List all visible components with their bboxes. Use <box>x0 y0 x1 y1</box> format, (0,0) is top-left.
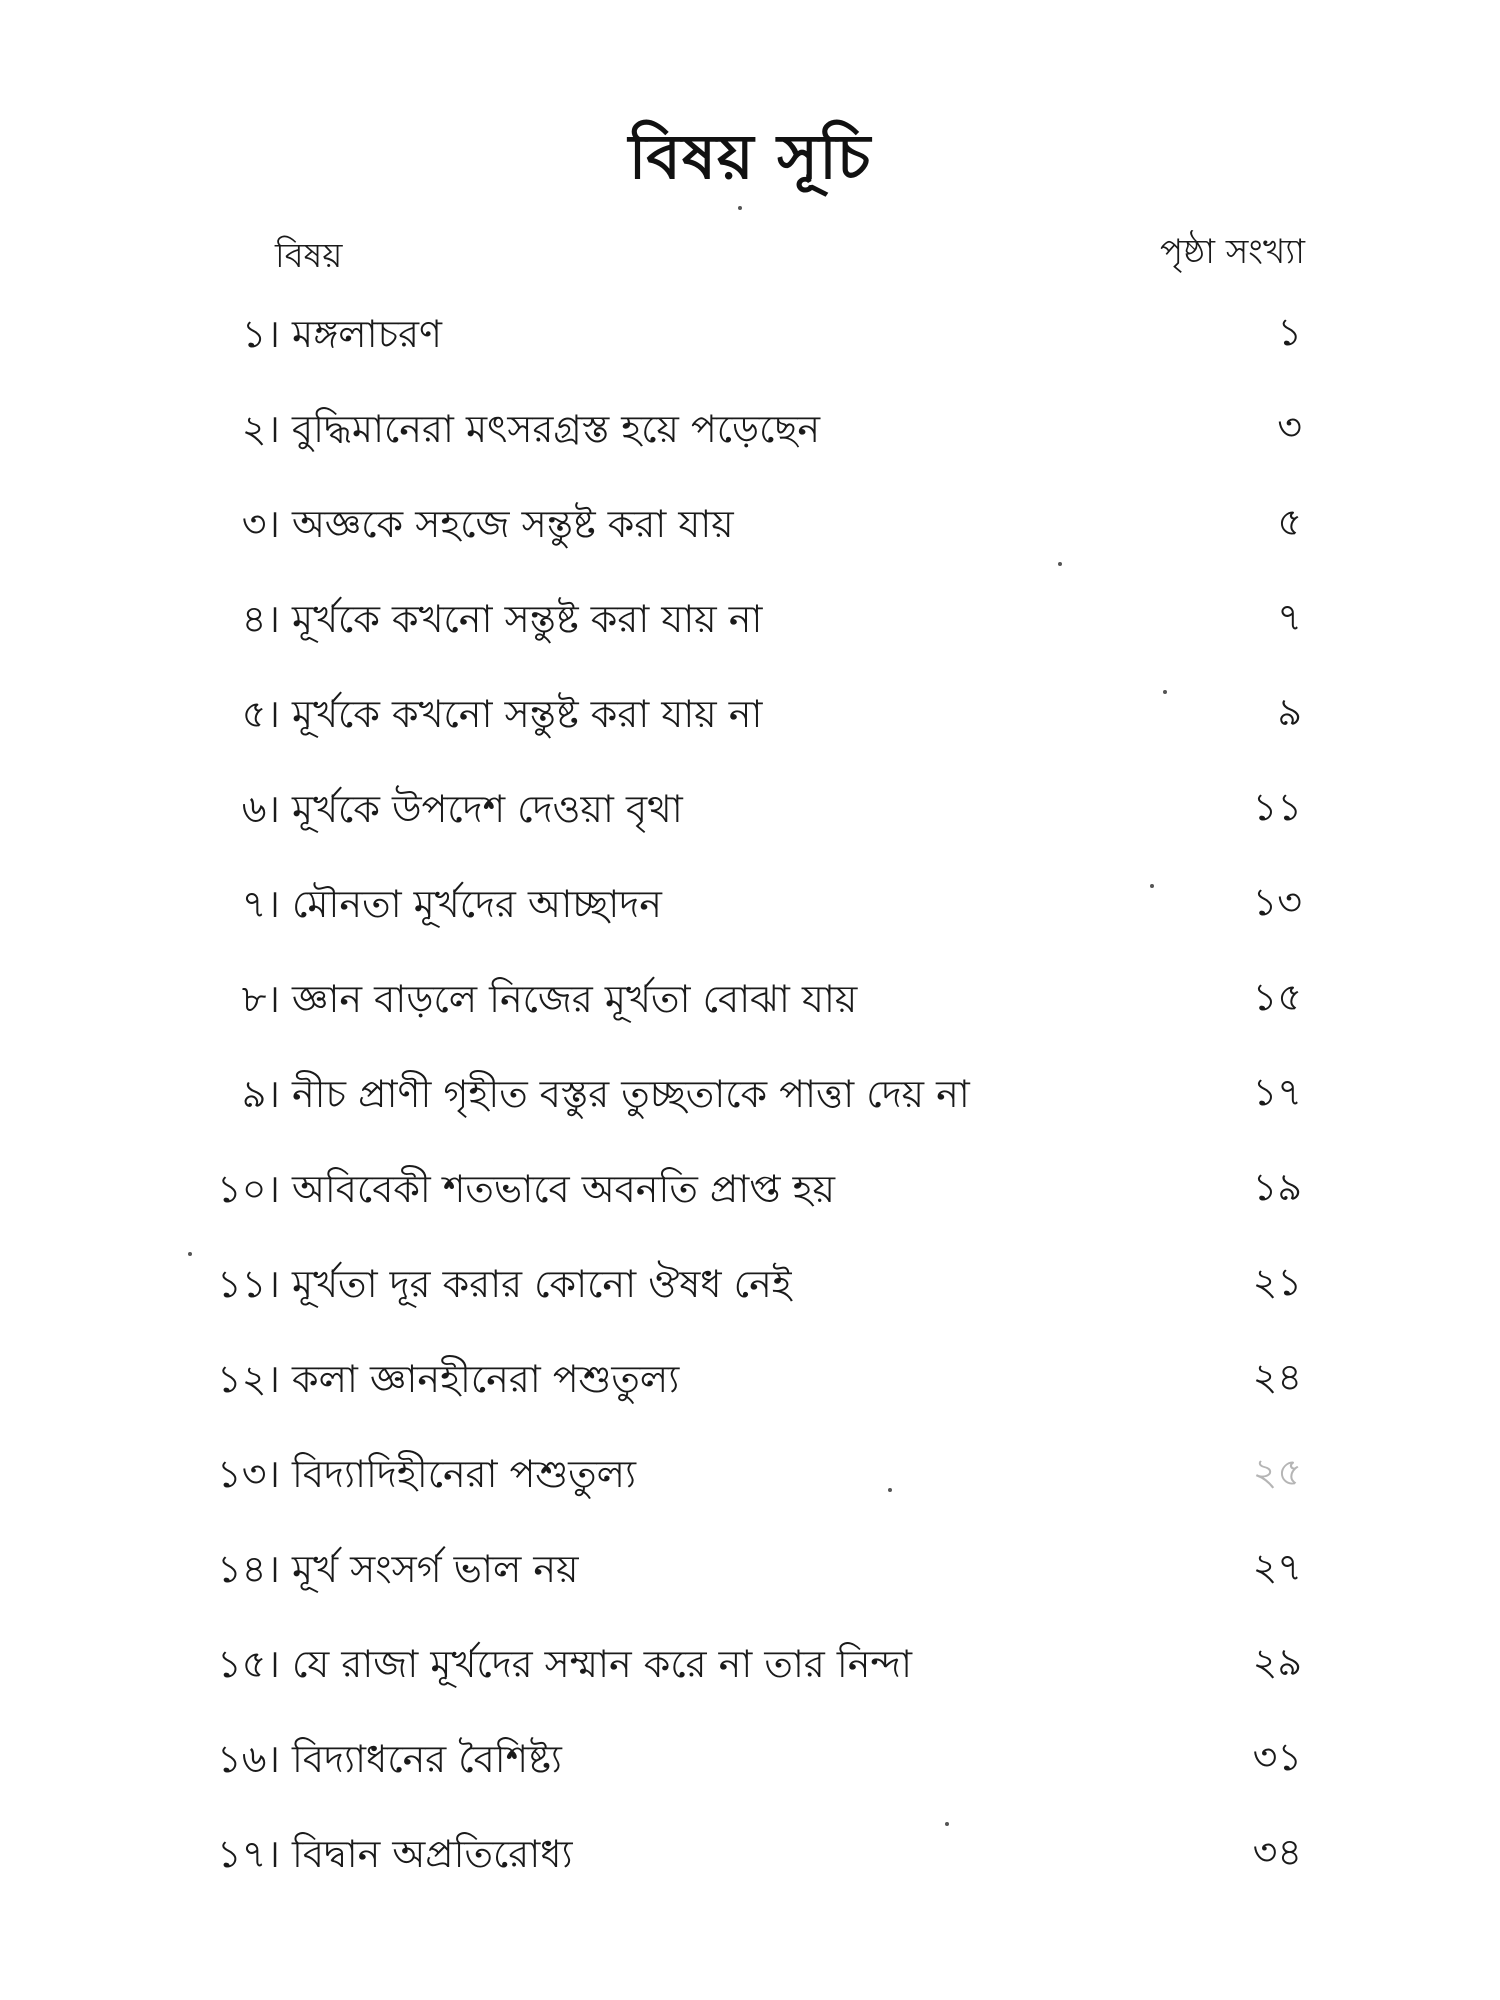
entry-page-number: ২৭ <box>1252 1545 1302 1589</box>
entry-number: ১০। <box>217 1167 280 1211</box>
entry-label: অবিবেকী শতভাবে অবনতি প্রাপ্ত হয় <box>292 1167 835 1211</box>
page-title: বিষয় সূচি <box>628 120 872 193</box>
entry-number: ১। <box>241 312 280 356</box>
entry-number: ৩। <box>241 502 280 546</box>
toc-row <box>0 580 1500 675</box>
toc-row <box>0 485 1500 580</box>
toc-row <box>0 1815 1500 1910</box>
entry-page-number: ৯ <box>1277 690 1302 734</box>
toc-row <box>0 1720 1500 1815</box>
entry-label: মূর্খকে উপদেশ দেওয়া বৃথা <box>292 787 683 831</box>
entry-label: মঙ্গলাচরণ <box>292 312 443 356</box>
entry-number: ১৬। <box>217 1737 280 1781</box>
entry-label: বুদ্ধিমানেরা মৎসরগ্রস্ত হয়ে পড়েছেন <box>292 407 821 451</box>
entry-number: ১৫। <box>217 1642 280 1686</box>
entry-label: মৌনতা মূর্খদের আচ্ছাদন <box>292 882 662 926</box>
entry-page-number: ৩১ <box>1252 1735 1302 1779</box>
entry-label: অজ্ঞকে সহজে সন্তুষ্ট করা যায় <box>292 502 734 546</box>
entry-label: বিদ্যাধনের বৈশিষ্ট্য <box>292 1737 562 1781</box>
toc-row <box>0 1435 1500 1530</box>
entry-page-number: ১১ <box>1252 785 1302 829</box>
page-number-column-header: পৃষ্ঠা সংখ্যা <box>1159 232 1305 272</box>
entry-page-number: ১ <box>1277 310 1302 354</box>
entry-number: ১৭। <box>217 1832 280 1876</box>
entry-number: ২। <box>241 407 280 451</box>
toc-row <box>0 1150 1500 1245</box>
entry-label: মূর্খতা দূর করার কোনো ঔষধ নেই <box>292 1262 792 1306</box>
entry-page-number: ২৪ <box>1252 1355 1302 1399</box>
entry-label: নীচ প্রাণী গৃহীত বস্তুর তুচ্ছতাকে পাত্তা দেয় না <box>292 1072 970 1116</box>
entry-page-number: ২১ <box>1252 1260 1302 1304</box>
entry-page-number: ৭ <box>1277 595 1302 639</box>
toc-row <box>0 1625 1500 1720</box>
toc-row <box>0 295 1500 390</box>
entry-number: ৪। <box>241 597 280 641</box>
subject-column-header: বিষয় <box>275 236 343 276</box>
entry-number: ৯। <box>241 1072 280 1116</box>
entry-label: বিদ্যাদিহীনেরা পশুতুল্য <box>292 1452 636 1496</box>
entry-number: ৮। <box>241 977 280 1021</box>
entry-number: ১৩। <box>217 1452 280 1496</box>
toc-row <box>0 390 1500 485</box>
entry-number: ১৪। <box>217 1547 280 1591</box>
toc-row <box>0 960 1500 1055</box>
entry-label: মূর্খকে কখনো সন্তুষ্ট করা যায় না <box>292 692 763 736</box>
entry-page-number: ১৯ <box>1252 1165 1302 1209</box>
entry-label: যে রাজা মূর্খদের সম্মান করে না তার নিন্দা <box>292 1642 912 1686</box>
entry-label: মূর্খকে কখনো সন্তুষ্ট করা যায় না <box>292 597 763 641</box>
toc-row <box>0 865 1500 960</box>
entry-label: কলা জ্ঞানহীনেরা পশুতুল্য <box>292 1357 680 1401</box>
toc-row <box>0 1530 1500 1625</box>
entry-page-number: ২৫ <box>1252 1450 1302 1494</box>
entry-number: ৬। <box>241 787 280 831</box>
entry-page-number: ৫ <box>1277 500 1302 544</box>
entry-page-number: ২৯ <box>1252 1640 1302 1684</box>
entry-number: ১১। <box>217 1262 280 1306</box>
toc-row <box>0 675 1500 770</box>
entry-number: ৫। <box>241 692 280 736</box>
entry-label: বিদ্বান অপ্রতিরোধ্য <box>292 1832 573 1876</box>
entry-page-number: ১৭ <box>1252 1070 1302 1114</box>
toc-row <box>0 1055 1500 1150</box>
table-of-contents <box>0 295 1500 1910</box>
entry-number: ১২। <box>217 1357 280 1401</box>
print-speck <box>738 206 742 210</box>
entry-page-number: ১৩ <box>1252 880 1302 924</box>
entry-label: জ্ঞান বাড়লে নিজের মূর্খতা বোঝা যায় <box>292 977 858 1021</box>
entry-label: মূর্খ সংসর্গ ভাল নয় <box>292 1547 579 1591</box>
entry-page-number: ৩৪ <box>1252 1830 1302 1874</box>
toc-row <box>0 1340 1500 1435</box>
entry-number: ৭। <box>241 882 280 926</box>
toc-row <box>0 770 1500 865</box>
entry-page-number: ৩ <box>1277 405 1302 449</box>
entry-page-number: ১৫ <box>1252 975 1302 1019</box>
toc-row <box>0 1245 1500 1340</box>
